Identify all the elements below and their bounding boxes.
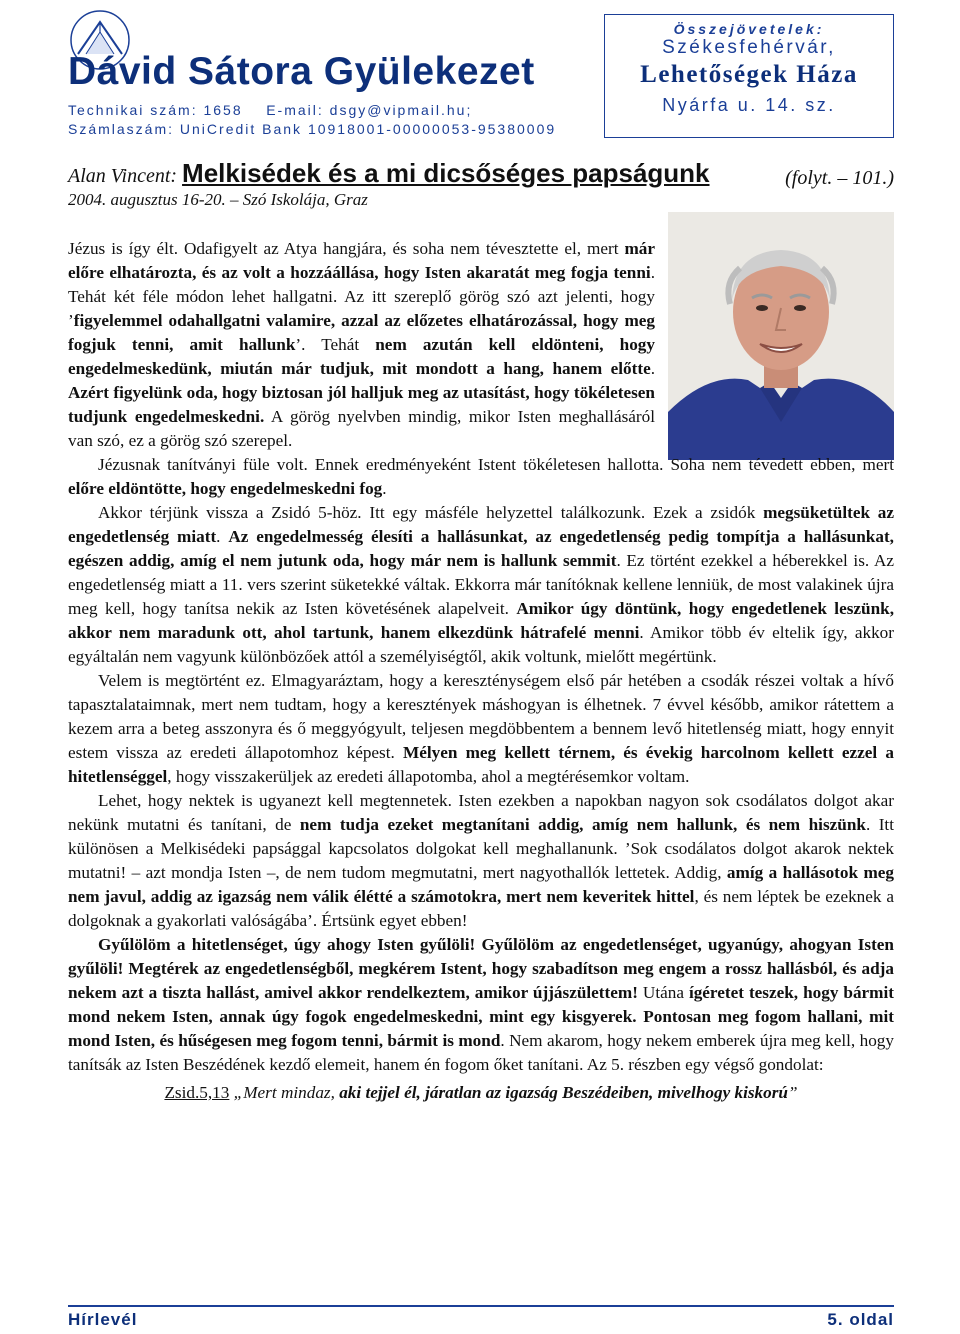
emphasis-run: Az engedelmesség élesíti a hallásunkat, az engedetlenség pedig tompítja a hallásunkat, egészen addig, amíg el nem jutunk oda, hogy már nem is hallunk semmit bbox=[68, 527, 894, 570]
article-heading bbox=[68, 158, 710, 189]
meeting-info-box bbox=[604, 14, 894, 138]
emphasis-run: figyelemmel odahallgatni valamire, azzal az előzetes elhatározással, hogy meg fogjuk tenni, amit hallunk bbox=[68, 311, 655, 354]
emphasis-run: Amikor úgy döntünk, hogy engedetlenek leszünk, akkor nem maradunk ott, ahol tartunk, hanem elkezdünk hátrafelé menni bbox=[68, 599, 894, 642]
text-run: . Tehát két féle módon lehet hallgatni. Az itt szereplő görög szó azt jelenti, hogy ’ bbox=[68, 263, 655, 330]
paragraph bbox=[68, 237, 655, 453]
text-run: Akkor térjünk vissza a Zsidó 5-höz. Itt egy másféle helyzettel találkozunk. Ezek a zsidók bbox=[98, 503, 764, 522]
text-run: A görög nyelvben mindig, mikor Isten meghallásáról van szó, ez a görög szó szerepel. bbox=[68, 407, 655, 450]
footer-newsletter-label: Hírlevél bbox=[68, 1310, 138, 1329]
text-run: . bbox=[650, 359, 655, 378]
paragraph bbox=[68, 501, 894, 669]
text-run: Lehet, hogy nektek is ugyanezt kell megtennetek. Isten ezekben a napokban nagyon sok csodálatos dolgot akar nekünk mutatni és tanítani, de bbox=[68, 791, 894, 834]
meeting-address: Nyárfa u. 14. sz. bbox=[662, 95, 836, 115]
meeting-label: Összejövetelek: bbox=[673, 21, 825, 37]
contact-line bbox=[68, 102, 472, 118]
article-title: Melkisédek és a mi dicsőséges papságunk bbox=[182, 158, 710, 188]
article-body bbox=[68, 237, 894, 1105]
text-run: . Itt különösen a Melkisédeki papsággal kapcsolatos dolgokat kell meghallanunk. ’Sok csodálatos dolgot akarok nektek mutatni! – azt mondja Isten –, de nem tudom megmutatni, mert nagyothallók lettetek. Addig, bbox=[68, 815, 894, 882]
emphasis-run: amíg a hallásotok meg nem javul, addig az igazság nem válik élétté a számotokra, mert nem keveritek hittel bbox=[68, 863, 894, 906]
paragraph bbox=[68, 453, 894, 501]
quote-part-2: aki tejjel él, járatlan az igazság Beszédeiben, mivelhogy kiskorú bbox=[339, 1083, 788, 1102]
text-run: . bbox=[216, 527, 229, 546]
org-title: Dávid Sátora Gyülekezet bbox=[68, 50, 535, 93]
paragraph bbox=[68, 933, 894, 1077]
meeting-place: Lehetőségek Háza bbox=[640, 61, 858, 88]
text-run: Jézus is így élt. Odafigyelt az Atya hangjára, és soha nem tévesztette el, mert bbox=[68, 239, 625, 258]
text-run: , hogy visszakerüljek az eredeti állapotomba, ahol a megtérésemkor voltam. bbox=[167, 767, 690, 786]
paragraph bbox=[68, 669, 894, 789]
text-run: . Nem akarom, hogy nekem emberek újra meg kell, hogy tanítsák az Isten Beszédének kezdő elemeit, hanem én fogom őket tanítani. Az 5. részben egy végső gondolat: bbox=[68, 1031, 894, 1074]
text-run: Velem is megtörtént ez. Elmagyaráztam, hogy a kereszténységem első pár hetében a csodák részei voltak a hívő tapasztalataimnak, mert nem tudtam, hogy a keresztények máshogyan is élhetnek. 7 évvel később, amikor rátettem a kezem arra a beteg asszonyra és ő meggyógyult, teljesen megdöbbentem a bennem levő hitetlenség miatt, hogy ennyit estem vissza az eredeti állapotomhoz képest. bbox=[68, 671, 894, 762]
article-date-place: 2004. augusztus 16-20. – Szó Iskolája, Graz bbox=[68, 190, 368, 209]
email-link[interactable]: dsgy@vipmail.hu bbox=[329, 102, 467, 118]
continuation-note: (folyt. – 101.) bbox=[785, 167, 894, 189]
emphasis-run: nem azután kell eldönteni, hogy engedelmeskedünk, miután már tudjuk, mit mondott a hang, hanem előtte bbox=[68, 335, 655, 378]
email-suffix: ; bbox=[466, 102, 473, 118]
emphasis-run: előre eldöntötte, hogy engedelmeskedni fog bbox=[68, 479, 383, 498]
article-author: Alan Vincent: bbox=[68, 165, 178, 187]
emphasis-run: már előre elhatározta, és az volt a hozzáállása, hogy Isten akaratát meg fogja tenni bbox=[68, 239, 655, 282]
emphasis-run: Mélyen meg kellett térnem, és évekig harcolnom kellett ezzel a hitetlenséggel bbox=[68, 743, 894, 786]
text-run: . bbox=[382, 479, 387, 498]
emphasis-run: Azért figyelünk oda, hogy biztosan jól halljuk meg az utasítást, hogy tökéletesen tudjunk engedelmeskedni. bbox=[68, 383, 655, 426]
quote-part-1: „Mert mindaz, bbox=[229, 1083, 340, 1102]
text-run: , és nem léptek be ezeknek a dolgoknak a gyakorlati valóságába’. Értsünk egyet ebben! bbox=[68, 887, 894, 930]
scripture-reference[interactable]: Zsid.5,13 bbox=[164, 1083, 230, 1102]
text-run: Utána bbox=[637, 983, 689, 1002]
text-run: . Ez történt ezekkel a héberekkel is. Az engedetlenség miatt a 11. vers szerint süketekké váltak. Ekkorra már tanítóknak kellene lenniük, de most valakinek újra meg kell, hogy tanítsa nekik az Isten követésének alapelveit. bbox=[68, 551, 894, 618]
emphasis-run: megsüketültek az engedetlenség miatt bbox=[68, 503, 895, 546]
quote-part-3: ” bbox=[787, 1083, 798, 1102]
account-line: Számlaszám: UniCredit Bank 10918001-00000053-95380009 bbox=[68, 121, 557, 137]
text-run: ’. Tehát bbox=[295, 335, 376, 354]
footer-page-number: 5. oldal bbox=[827, 1310, 894, 1329]
footer-divider bbox=[68, 1305, 894, 1307]
emphasis-run: nem tudja ezeket megtanítani addig, amíg nem hallunk, és nem hiszünk bbox=[299, 815, 866, 834]
scripture-quote bbox=[68, 1081, 894, 1105]
emphasis-run: Gyűlölöm a hitetlenséget, úgy ahogy Isten gyűlöli! Gyűlölöm az engedetlenséget, ugyanúgy, ahogyan Isten gyűlöli! Megtérek az engedetlenségből, megkérem Istent, hogy szabadítson meg engem a rossz hallásból, és adja nekem azt a tiszta hallást, amivel akkor rendelkeztem, amikor újjászülettem! bbox=[68, 935, 894, 1002]
meeting-city: Székesfehérvár, bbox=[662, 37, 836, 58]
text-run: . Amikor több év eltelik így, akkor egyáltalán nem vagyunk különbözőek attól a személyiségtől, akik voltunk, mielőtt megértünk. bbox=[68, 623, 894, 666]
emphasis-run: ígéretet teszek, hogy bármit mond nekem Isten, annak úgy fogok engedelmeskedni, mint egy kisgyerek. Pontosan meg fogom hallani, mit mond Isten, és hűségesen meg fogom tenni, bármit is mond bbox=[68, 983, 894, 1050]
text-run: Jézusnak tanítványi füle volt. Ennek eredményeként Istent tökéletesen hallotta. Soha nem tévedett ebben, mert bbox=[98, 455, 894, 474]
tech-number: Technikai szám: 1658 bbox=[68, 102, 243, 118]
email-label: E-mail: bbox=[266, 102, 324, 118]
paragraph bbox=[68, 789, 894, 933]
